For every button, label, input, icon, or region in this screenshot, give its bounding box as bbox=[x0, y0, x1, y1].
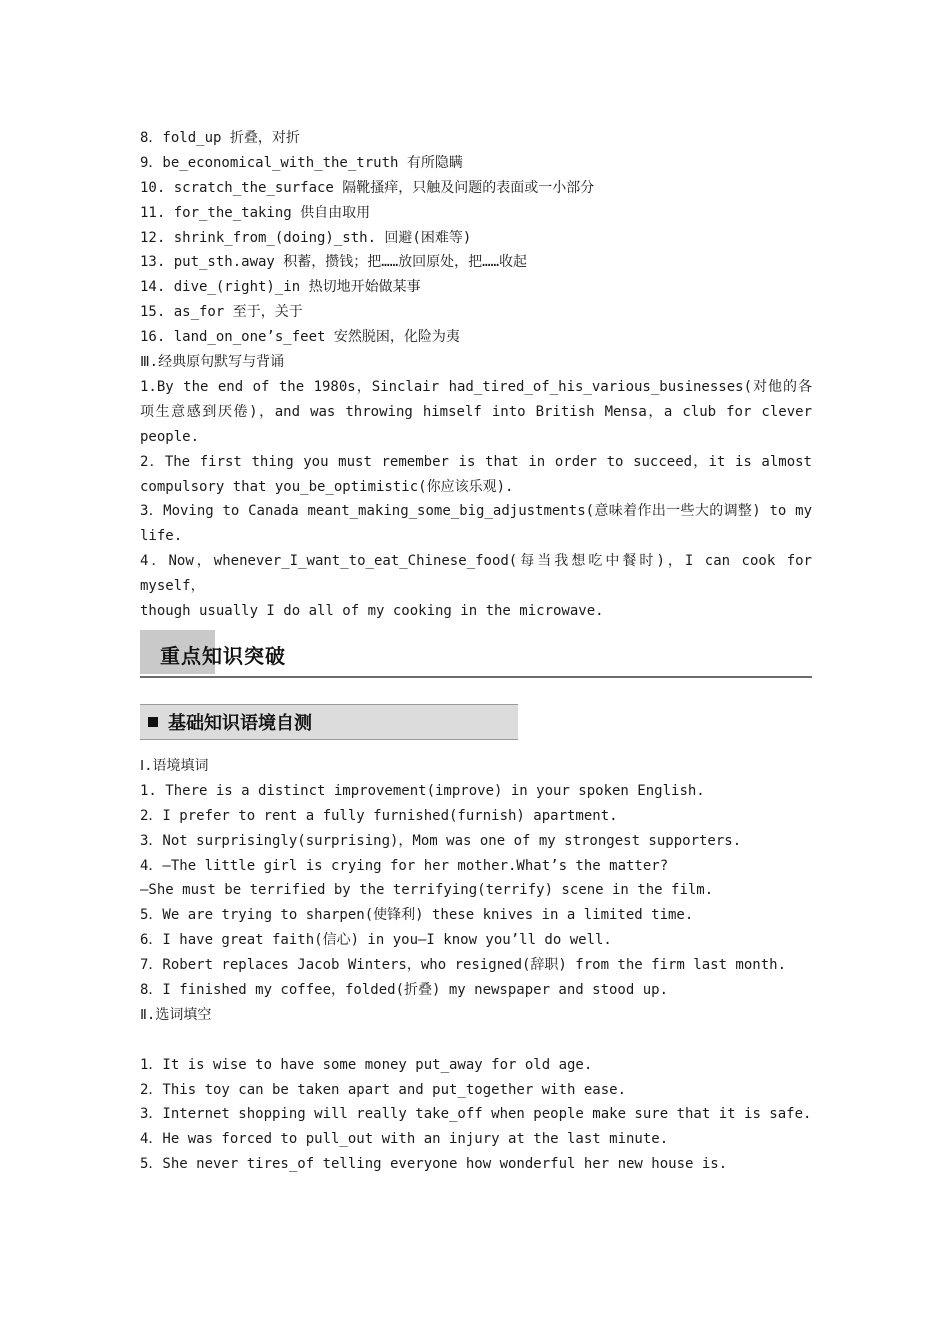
classic-sentence: 1.By the end of the 1980s，Sinclair had_tired_of_his_various_businesses(对他的各项生意感到厌倦)，and was throwing himself into British Mensa，a club for clever people. bbox=[140, 378, 812, 445]
phrase-list bbox=[140, 126, 812, 350]
exercise-item: 7．Robert replaces Jacob Winters，who resigned(辞职) from the firm last month. bbox=[140, 957, 787, 974]
classic-sentence: 2．The first thing you must remember is that in order to succeed，it is almost compulsory that you_be_optimistic(你应该乐观). bbox=[140, 453, 812, 495]
classic-sentence-continuation: though usually I do all of my cooking in the microwave. bbox=[140, 603, 604, 620]
part1-list bbox=[140, 779, 812, 1003]
phrase-item: 14. dive_(right)_in 热切地开始做某事 bbox=[140, 279, 421, 296]
phrase-item: 11. for_the_taking 供自由取用 bbox=[140, 204, 371, 221]
phrase-item: 8．fold_up 折叠，对折 bbox=[140, 130, 300, 146]
section-heading-classic-sentences: Ⅲ.经典原句默写与背诵 bbox=[140, 354, 285, 371]
exercise-item: —She must be terrified by the terrifying(terrify) scene in the film. bbox=[140, 882, 714, 899]
phrase-item: 9．be_economical_with_the_truth 有所隐瞒 bbox=[140, 154, 463, 171]
phrase-item: 13. put_sth.away 积蓄，攒钱；把……放回原处，把……收起 bbox=[140, 254, 528, 271]
classic-sentence: 4．Now，whenever_I_want_to_eat_Chinese_food(每当我想吃中餐时)，I can cook for myself， bbox=[140, 553, 812, 595]
exercise-item: 3．Not surprisingly(surprising)，Mom was one of my strongest supporters. bbox=[140, 832, 742, 849]
part1-heading: Ⅰ.语境填词 bbox=[140, 757, 209, 774]
section-banner bbox=[140, 630, 812, 678]
exercise-item: 1. There is a distinct improvement(improve) in your spoken English. bbox=[140, 782, 705, 799]
exercise-item: 5．We are trying to sharpen(使锋利) these knives in a limited time. bbox=[140, 907, 694, 924]
exercise-item: 4．—The little girl is crying for her mother.What’s the matter? bbox=[140, 857, 669, 874]
square-bullet-icon bbox=[148, 717, 158, 727]
exercise-item: 2．I prefer to rent a fully furnished(furnish) apartment. bbox=[140, 807, 618, 824]
subsection-banner bbox=[140, 704, 518, 740]
phrase-item: 15. as_for 至于，关于 bbox=[140, 304, 303, 321]
classic-sentence-list bbox=[140, 375, 812, 624]
subsection-title: 基础知识语境自测 bbox=[168, 712, 312, 734]
exercise-item: 2．This toy can be taken apart and put_together with ease. bbox=[140, 1081, 627, 1098]
exercise-item: 3．Internet shopping will really take_off when people make sure that it is safe. bbox=[140, 1106, 812, 1123]
part2-heading: Ⅱ.选词填空 bbox=[140, 1006, 212, 1023]
phrase-item: 10. scratch_the_surface 隔靴搔痒，只触及问题的表面或一小部分 bbox=[140, 179, 595, 196]
document-body bbox=[140, 126, 812, 1177]
exercise-item: 5．She never tires_of telling everyone how wonderful her new house is. bbox=[140, 1156, 728, 1173]
part2-list bbox=[140, 1053, 812, 1177]
exercise-item: 1．It is wise to have some money put_away for old age. bbox=[140, 1056, 593, 1073]
classic-sentence: 3．Moving to Canada meant_making_some_big_adjustments(意味着作出一些大的调整) to my life. bbox=[140, 503, 812, 545]
spacer bbox=[140, 1028, 812, 1053]
exercise-item: 6．I have great faith(信心) in you—I know you’ll do well. bbox=[140, 932, 612, 949]
phrase-item: 12. shrink_from_(doing)_sth. 回避(困难等) bbox=[140, 229, 472, 246]
exercise-item: 4．He was forced to pull_out with an injury at the last minute. bbox=[140, 1131, 669, 1148]
exercise-item: 8．I finished my coffee，folded(折叠) my newspaper and stood up. bbox=[140, 981, 669, 998]
phrase-item: 16. land_on_one’s_feet 安然脱困，化险为夷 bbox=[140, 329, 460, 346]
banner-title: 重点知识突破 bbox=[160, 643, 286, 668]
